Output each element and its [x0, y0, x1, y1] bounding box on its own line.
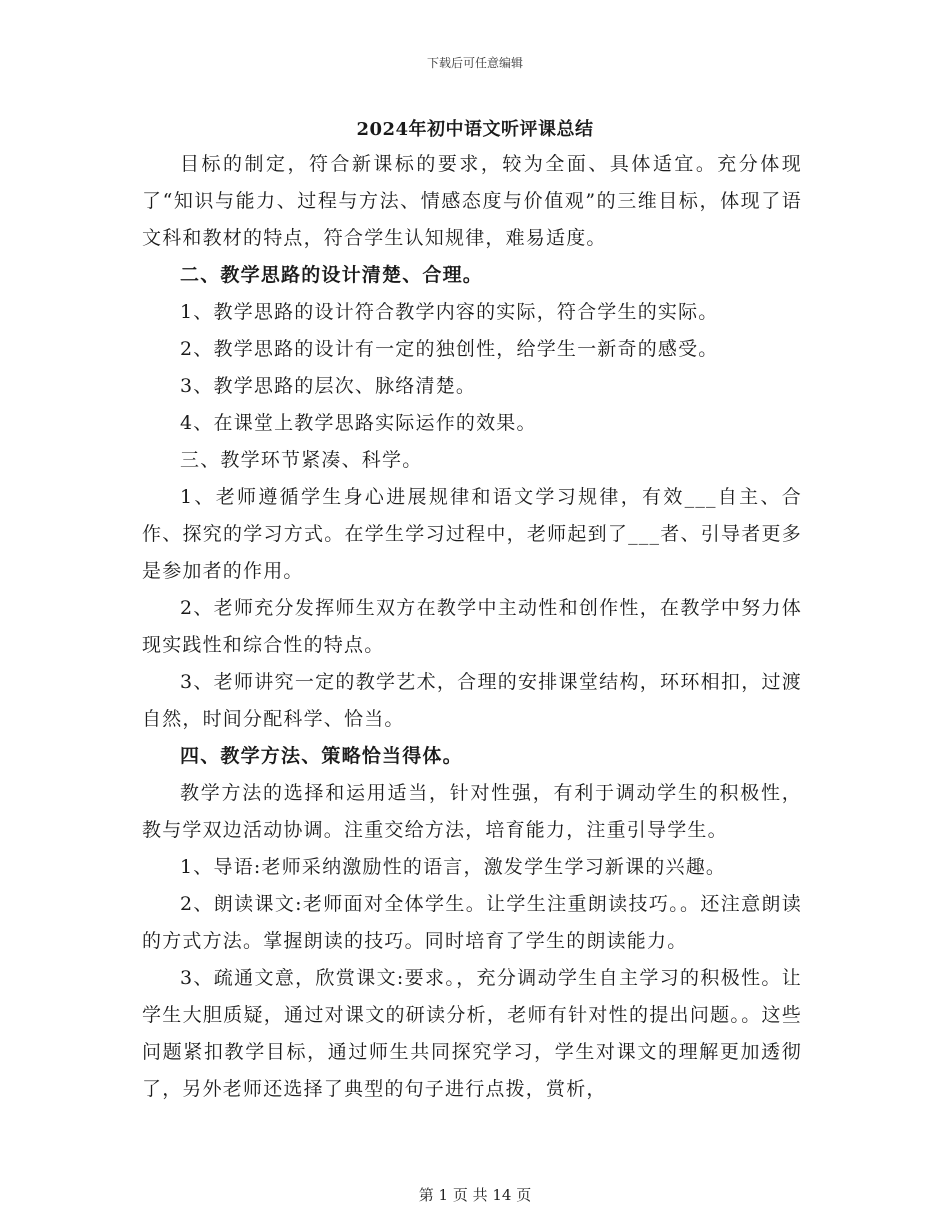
paragraph: 2、朗读课文:老师面对全体学生。让学生注重朗读技巧。。还注意朗读的方式方法。掌握朗读的技巧。同时培育了学生的朗读能力。 — [142, 893, 802, 952]
page-number-footer: 第 1 页 共 14 页 — [418, 1186, 532, 1204]
paragraph: 目标的制定，符合新课标的要求，较为全面、具体适宜。充分体现了“知识与能力、过程与方法、情感态度与价值观”的三维目标，体现了语文科和教材的特点，符合学生认知规律，难易适度。 — [142, 153, 802, 249]
paragraph: 教学方法的选择和运用适当，针对性强，有利于调动学生的积极性，教与学双边活动协调。注重交给方法，培育能力，注重引导学生。 — [142, 782, 802, 841]
paragraph: 4、在课堂上教学思路实际运作的效果。 — [180, 412, 537, 434]
document-title: 2024年初中语文听评课总结 — [356, 119, 594, 140]
paragraph: 3、教学思路的层次、脉络清楚。 — [180, 375, 477, 397]
paragraph: 1、老师遵循学生身心进展规律和语文学习规律，有效___自主、合作、探究的学习方式。在学生学习过程中，老师起到了___者、引导者更多是参加者的作用。 — [142, 486, 802, 582]
paragraph: 2、老师充分发挥师生双方在教学中主动性和创作性，在教学中努力体现实践性和综合性的特点。 — [142, 597, 802, 656]
paragraph: 2、教学思路的设计有一定的独创性，给学生一新奇的感受。 — [180, 338, 719, 360]
paragraph: 3、老师讲究一定的教学艺术，合理的安排课堂结构，环环相扣，过渡自然，时间分配科学、恰当。 — [142, 671, 802, 730]
paragraph: 3、疏通文意，欣赏课文:要求。，充分调动学生自主学习的积极性。让学生大胆质疑，通过对课文的研读分析，老师有针对性的提出问题。。这些问题紧扣教学目标，通过师生共同探究学习，学生对课文的理解更加透彻了，另外老师还选择了典型的句子进行点拨，赏析， — [142, 967, 802, 1100]
paragraph: 1、教学思路的设计符合教学内容的实际，符合学生的实际。 — [180, 301, 719, 323]
paragraph: 四、教学方法、策略恰当得体。 — [180, 745, 463, 767]
header-note: 下载后可任意编辑 — [426, 56, 523, 70]
document-body — [142, 146, 802, 1108]
paragraph: 1、导语:老师采纳激励性的语言，激发学生学习新课的兴趣。 — [180, 856, 727, 878]
paragraph: 二、教学思路的设计清楚、合理。 — [180, 264, 484, 286]
paragraph: 三、教学环节紧凑、科学。 — [180, 449, 423, 471]
